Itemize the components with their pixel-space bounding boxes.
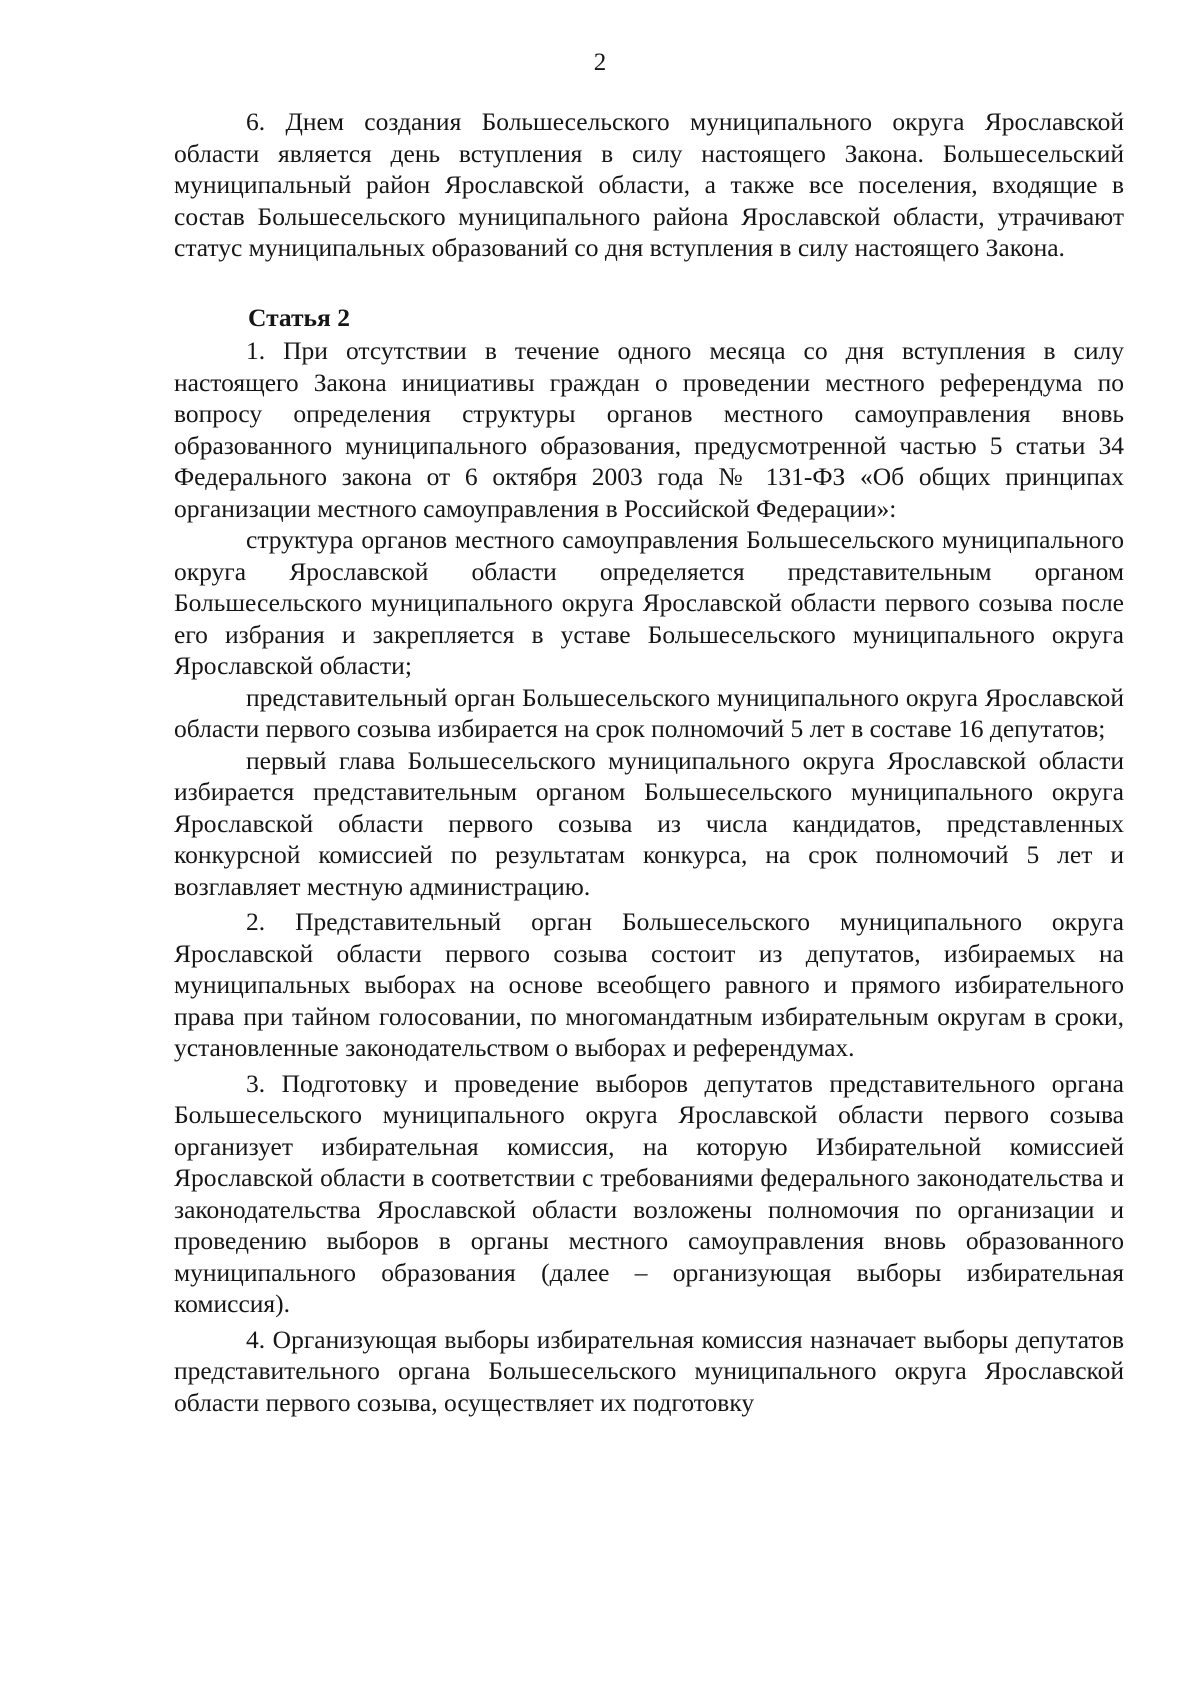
paragraph-article-2-3: 3. Подготовку и проведение выборов депутатов представительного органа Большесельского муниципального округа Ярославской области первого созыва организует избирательная комиссия, на которую Избирательной комиссией Ярославской области в соответствии с требованиями федерального законодательства и законодательства Ярославской области возложены полномочия по организации и проведению выборов в органы местного самоуправления вновь образованного муниципального образования (далее – организующая выборы избирательная комиссия). — [174, 1068, 1124, 1318]
document-body — [174, 106, 1124, 1418]
page-number: 2 — [593, 49, 607, 76]
paragraph-6: 6. Днем создания Большесельского муниципального округа Ярославской области является день вступления в силу настоящего Закона. Большесельский муниципальный район Ярославской области, а также все поселения, входящие в состав Большесельского муниципального района Ярославской области, утрачивают статус муниципальных образований со дня вступления в силу настоящего Закона. — [174, 107, 1124, 262]
paragraph-article-2-1: 1. При отсутствии в течение одного месяца со дня вступления в силу настоящего Закона инициативы граждан о проведении местного референдума по вопросу определения структуры органов местного самоуправления вновь образованного муниципального образования, предусмотренной частью 5 статьи 34 Федерального закона от 6 октября 2003 года № 131-ФЗ «Об общих принципах организации местного самоуправления в Российской Федерации»: — [174, 336, 1124, 523]
paragraph-representative-body: представительный орган Большесельского муниципального округа Ярославской области первого созыва избирается на срок полномочий 5 лет в составе 16 депутатов; — [174, 682, 1124, 743]
paragraph-article-2-2: 2. Представительный орган Большесельского муниципального округа Ярославской области первого созыва состоит из депутатов, избираемых на муниципальных выборах на основе всеобщего равного и прямого избирательного права при тайном голосовании, по многомандатным избирательным округам в сроки, установленные законодательством о выборах и референдумах. — [174, 907, 1124, 1062]
article-heading: Статья 2 — [248, 302, 350, 332]
paragraph-article-2-4: 4. Организующая выборы избирательная комиссия назначает выборы депутатов представительного органа Большесельского муниципального округа Ярославской области первого созыва, осуществляет их подготовку — [174, 1324, 1124, 1417]
paragraph-structure: структура органов местного самоуправления Большесельского муниципального округа Ярославской области определяется представительным органом Большесельского муниципального округа Ярославской области первого созыва после его избрания и закрепляется в уставе Большесельского муниципального округа Ярославской области; — [174, 525, 1124, 680]
paragraph-first-head: первый глава Большесельского муниципального округа Ярославской области избирается представительным органом Большесельского муниципального округа Ярославской области первого созыва из числа кандидатов, представленных конкурсной комиссией по результатам конкурса, на срок полномочий 5 лет и возглавляет местную администрацию. — [174, 745, 1124, 901]
